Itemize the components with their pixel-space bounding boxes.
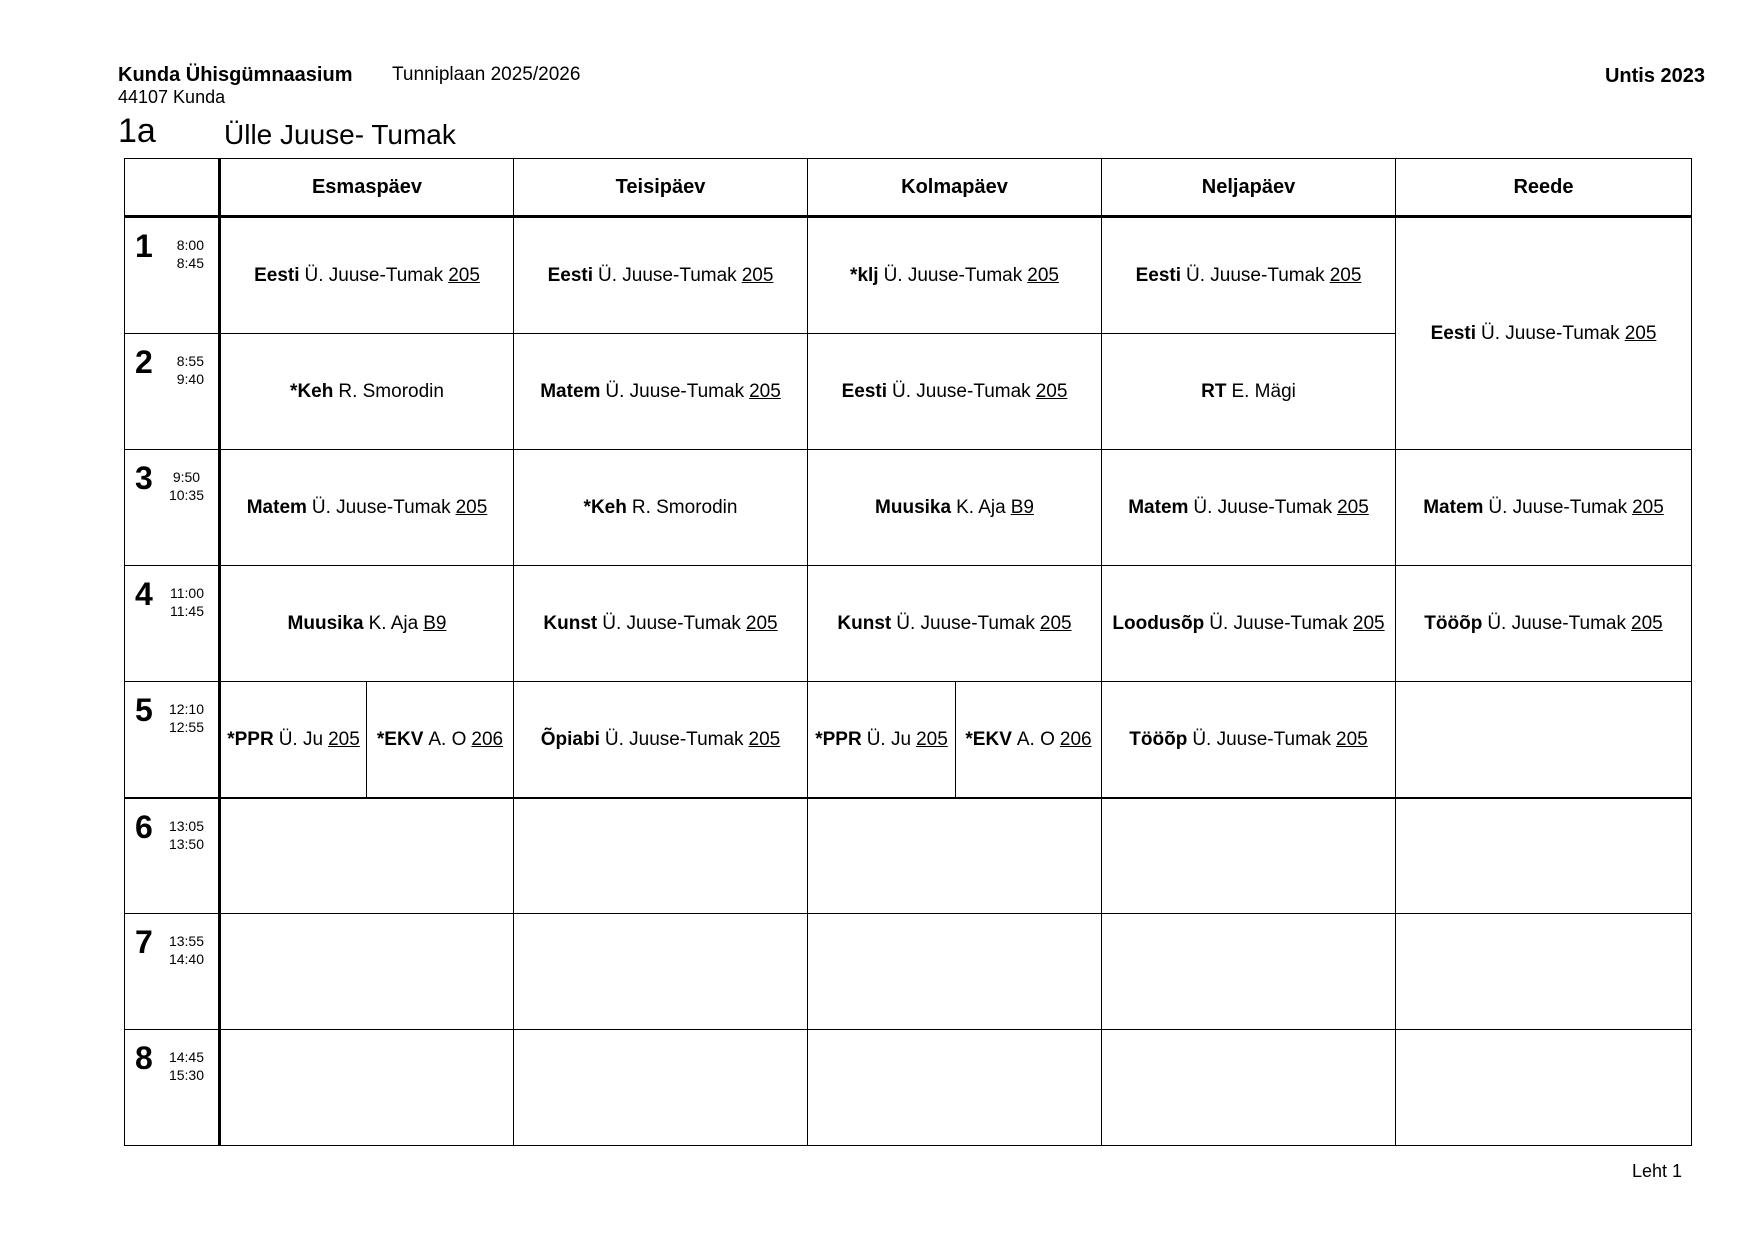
lesson-subject: RT bbox=[1201, 380, 1227, 402]
lesson-subject: Eesti bbox=[1430, 322, 1477, 344]
lesson-cell bbox=[514, 450, 807, 565]
lesson-subject: *PPR bbox=[227, 728, 274, 750]
period-number: 5 bbox=[135, 692, 153, 728]
lesson-teacher: Ü. Juuse-Tumak bbox=[1487, 612, 1626, 634]
lesson-cell bbox=[1102, 566, 1395, 681]
grid-line bbox=[125, 913, 1691, 914]
lesson-teacher: K. Aja bbox=[368, 612, 419, 634]
lesson-teacher: Ü. Ju bbox=[866, 728, 912, 750]
period-start: 11:00 bbox=[170, 585, 204, 601]
day-header-tuesday: Teisipäev bbox=[615, 175, 706, 198]
school-name: Kunda Ühisgümnaasium bbox=[118, 64, 353, 86]
lesson-cell bbox=[1396, 450, 1691, 565]
lesson-cell bbox=[1102, 218, 1395, 333]
lesson-cell bbox=[808, 334, 1101, 449]
lesson-room: 205 bbox=[1039, 612, 1072, 634]
lesson-room: 205 bbox=[745, 612, 778, 634]
period-number: 4 bbox=[135, 576, 153, 612]
lesson-subject: *PPR bbox=[815, 728, 862, 750]
period-start: 12:10 bbox=[168, 701, 204, 717]
period-8 bbox=[125, 1030, 218, 1146]
grid-line bbox=[125, 1029, 1691, 1030]
lesson-teacher: Ü. Juuse-Tumak bbox=[1209, 612, 1348, 634]
lesson-room: 206 bbox=[471, 728, 504, 750]
lesson-subject: Tööõp bbox=[1424, 612, 1483, 634]
period-6 bbox=[125, 799, 218, 915]
lesson-room: 205 bbox=[741, 264, 774, 286]
lesson-teacher: Ü. Juuse-Tumak bbox=[896, 612, 1035, 634]
lesson-subject: *EKV bbox=[376, 728, 424, 750]
lesson-cell-half bbox=[808, 682, 955, 797]
period-start: 8:00 bbox=[176, 237, 204, 253]
lesson-room: 206 bbox=[1059, 728, 1092, 750]
period-start: 13:55 bbox=[168, 933, 204, 949]
lesson-subject: Muusika bbox=[287, 612, 364, 634]
lesson-cell bbox=[221, 218, 513, 333]
period-start: 9:50 bbox=[172, 469, 201, 485]
lesson-teacher: E. Mägi bbox=[1231, 380, 1296, 402]
lesson-subject: *Keh bbox=[583, 496, 627, 518]
period-end: 9:40 bbox=[176, 371, 204, 387]
lesson-room: 205 bbox=[1624, 322, 1657, 344]
period-number: 7 bbox=[135, 924, 153, 960]
lesson-cell bbox=[1102, 682, 1395, 797]
lesson-teacher: Ü. Juuse-Tumak bbox=[892, 380, 1031, 402]
period-end: 15:30 bbox=[168, 1067, 204, 1083]
lesson-cell-half bbox=[956, 682, 1101, 797]
lesson-room: 205 bbox=[749, 380, 781, 402]
lesson-cell bbox=[1396, 566, 1691, 681]
lesson-teacher: Ü. Juuse-Tumak bbox=[304, 264, 444, 286]
period-4 bbox=[125, 566, 218, 682]
lesson-room: 205 bbox=[1027, 264, 1059, 286]
period-3 bbox=[125, 450, 218, 566]
lesson-subject: Eesti bbox=[841, 380, 888, 402]
lesson-teacher: Ü. Juuse-Tumak bbox=[1193, 496, 1333, 518]
period-times bbox=[177, 352, 204, 388]
lesson-teacher: Ü. Juuse-Tumak bbox=[311, 496, 451, 518]
timetable-grid bbox=[124, 158, 1692, 1146]
lesson-cell bbox=[808, 218, 1101, 333]
lesson-teacher: Ü. Juuse-Tumak bbox=[605, 380, 745, 402]
period-number: 3 bbox=[135, 460, 153, 496]
lesson-teacher: Ü. Juuse-Tumak bbox=[604, 728, 744, 750]
period-number: 8 bbox=[135, 1040, 153, 1076]
lesson-subject: Kunst bbox=[837, 612, 892, 634]
lesson-subject: Muusika bbox=[875, 496, 952, 518]
period-times bbox=[169, 817, 204, 853]
lesson-cell bbox=[808, 450, 1101, 565]
period-number: 1 bbox=[135, 228, 153, 264]
lesson-cell bbox=[221, 566, 513, 681]
period-start: 14:45 bbox=[168, 1049, 204, 1065]
class-teacher-name: Ülle Juuse- Tumak bbox=[224, 119, 456, 150]
lesson-subject: Loodusõp bbox=[1112, 612, 1205, 634]
lesson-room: 205 bbox=[916, 728, 948, 750]
lesson-teacher: Ü. Juuse-Tumak bbox=[602, 612, 741, 634]
lesson-cell bbox=[514, 682, 807, 797]
lesson-cell bbox=[1102, 450, 1395, 565]
lesson-cell bbox=[514, 566, 807, 681]
lesson-room: 205 bbox=[1337, 496, 1369, 518]
lesson-subject: Eesti bbox=[254, 264, 300, 286]
lesson-room: 205 bbox=[1336, 728, 1368, 750]
lesson-room: 205 bbox=[748, 728, 781, 750]
lesson-room: B9 bbox=[1010, 496, 1034, 518]
period-end: 14:40 bbox=[168, 951, 204, 967]
period-2 bbox=[125, 334, 218, 450]
lesson-cell bbox=[808, 566, 1101, 681]
day-header-wednesday: Kolmapäev bbox=[901, 175, 1008, 198]
lesson-cell bbox=[514, 334, 807, 449]
lesson-cell-double bbox=[1396, 218, 1691, 449]
lesson-teacher: Ü. Juuse-Tumak bbox=[598, 264, 737, 286]
class-name: 1a bbox=[118, 112, 156, 150]
lesson-teacher: Ü. Juuse-Tumak bbox=[1481, 322, 1620, 344]
software-label: Untis 2023 bbox=[1604, 65, 1705, 87]
lesson-teacher: A. O bbox=[1016, 728, 1055, 750]
lesson-subject: Eesti bbox=[1135, 264, 1182, 286]
period-end: 8:45 bbox=[176, 255, 204, 271]
lesson-subject: Kunst bbox=[543, 612, 598, 634]
lesson-teacher: R. Smorodin bbox=[338, 380, 444, 402]
lesson-subject: *EKV bbox=[965, 728, 1012, 750]
lesson-subject: Matem bbox=[246, 496, 307, 518]
lesson-room: 205 bbox=[1352, 612, 1385, 634]
plan-title: Tunniplaan 2025/2026 bbox=[392, 64, 581, 85]
day-header-monday: Esmaspäev bbox=[311, 175, 423, 198]
lesson-subject: Õpiabi bbox=[540, 728, 600, 750]
lesson-room: 205 bbox=[1035, 380, 1068, 402]
period-number: 6 bbox=[135, 809, 153, 845]
lesson-cell bbox=[1102, 334, 1395, 449]
lesson-subject: *Keh bbox=[290, 380, 334, 402]
period-end: 11:45 bbox=[170, 603, 204, 619]
page-label: Leht 1 bbox=[1632, 1161, 1683, 1181]
lesson-teacher: Ü. Juuse-Tumak bbox=[1186, 264, 1325, 286]
period-times bbox=[177, 236, 204, 272]
lesson-room: 205 bbox=[1632, 496, 1664, 518]
lesson-subject: Matem bbox=[1423, 496, 1484, 518]
period-times bbox=[170, 584, 204, 620]
period-end: 12:55 bbox=[168, 719, 204, 735]
lesson-teacher: Ü. Ju bbox=[278, 728, 324, 750]
period-start: 8:55 bbox=[176, 353, 204, 369]
lesson-teacher: Ü. Juuse-Tumak bbox=[883, 264, 1023, 286]
lesson-subject: Tööõp bbox=[1129, 728, 1188, 750]
lesson-room: 205 bbox=[448, 264, 480, 286]
lesson-room: B9 bbox=[423, 612, 447, 634]
lesson-cell-half bbox=[367, 682, 513, 797]
period-7 bbox=[125, 914, 218, 1030]
lesson-subject: Matem bbox=[540, 380, 601, 402]
period-times bbox=[169, 700, 204, 736]
period-times bbox=[169, 1048, 204, 1084]
period-end: 10:35 bbox=[168, 487, 204, 503]
lesson-cell bbox=[221, 450, 513, 565]
period-start: 13:05 bbox=[168, 818, 204, 834]
lesson-teacher: Ü. Juuse-Tumak bbox=[1488, 496, 1628, 518]
period-1 bbox=[125, 218, 218, 334]
day-header-friday: Reede bbox=[1513, 175, 1574, 198]
school-address: 44107 Kunda bbox=[118, 87, 226, 107]
period-number: 2 bbox=[135, 344, 153, 380]
lesson-cell-half bbox=[221, 682, 366, 797]
lesson-subject: *klj bbox=[850, 264, 879, 286]
lesson-teacher: K. Aja bbox=[956, 496, 1006, 518]
period-times bbox=[169, 932, 204, 968]
period-times bbox=[169, 468, 204, 504]
lesson-cell bbox=[221, 334, 513, 449]
lesson-cell bbox=[514, 218, 807, 333]
lesson-room: 205 bbox=[455, 496, 488, 518]
lesson-room: 205 bbox=[1631, 612, 1663, 634]
period-5 bbox=[125, 682, 218, 798]
lesson-subject: Eesti bbox=[547, 264, 594, 286]
lesson-teacher: Ü. Juuse-Tumak bbox=[1192, 728, 1331, 750]
lesson-subject: Matem bbox=[1128, 496, 1189, 518]
lesson-teacher: R. Smorodin bbox=[631, 496, 738, 518]
grid-line bbox=[125, 797, 1691, 799]
lesson-room: 205 bbox=[328, 728, 360, 750]
day-header-thursday: Neljapäev bbox=[1201, 175, 1296, 198]
lesson-room: 205 bbox=[1329, 264, 1362, 286]
lesson-teacher: A. O bbox=[428, 728, 467, 750]
period-end: 13:50 bbox=[168, 836, 204, 852]
